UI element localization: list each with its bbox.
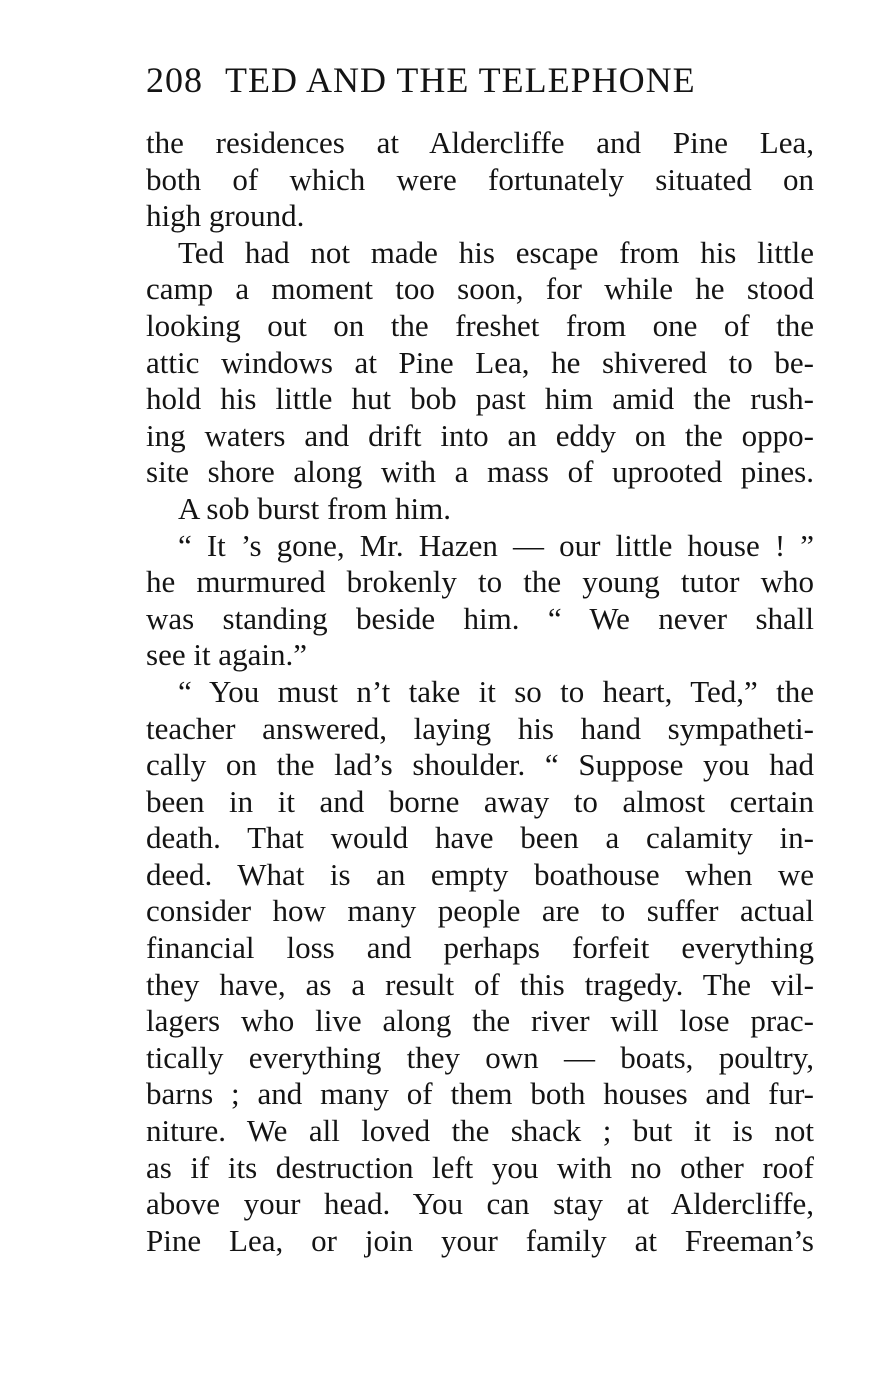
text-line: death. That would have been a calamity in- (146, 820, 814, 856)
text-line: he murmured brokenly to the young tutor who (146, 564, 814, 600)
text-line: hold his little hut bob past him amid the rush- (146, 381, 814, 417)
text-line: cally on the lad’s shoulder. “ Suppose you had (146, 747, 814, 783)
text-line: financial loss and perhaps forfeit everything (146, 930, 814, 966)
text-line: site shore along with a mass of uprooted pines. (146, 454, 814, 490)
running-title: TED AND THE TELEPHONE (225, 60, 696, 100)
running-header (146, 55, 826, 105)
text-line: Pine Lea, or join your family at Freeman’s (146, 1222, 814, 1258)
text-line: Ted had not made his escape from his little (178, 234, 814, 270)
text-line: both of which were fortunately situated on (146, 161, 814, 197)
text-line: the residences at Aldercliffe and Pine Lea, (146, 125, 814, 160)
text-line: looking out on the freshet from one of the (146, 307, 814, 343)
text-line: as if its destruction left you with no other roof (146, 1149, 814, 1185)
text-line: niture. We all loved the shack ; but it is not (146, 1113, 814, 1149)
text-line: camp a moment too soon, for while he stood (146, 271, 814, 307)
text-line: ing waters and drift into an eddy on the oppo- (146, 417, 814, 453)
body-text (146, 125, 814, 1259)
text-line: barns ; and many of them both houses and fur- (146, 1076, 814, 1112)
text-line: deed. What is an empty boathouse when we (146, 856, 814, 892)
text-line: teacher answered, laying his hand sympatheti- (146, 710, 814, 746)
text-line: was standing beside him. “ We never shall (146, 600, 814, 636)
text-line: been in it and borne away to almost certain (146, 783, 814, 819)
text-line: above your head. You can stay at Aldercliffe, (146, 1186, 814, 1222)
text-line: they have, as a result of this tragedy. The vil- (146, 966, 814, 1002)
text-line: “ You must n’t take it so to heart, Ted,” the (178, 673, 814, 709)
text-line: lagers who live along the river will lose prac- (146, 1003, 814, 1039)
text-line: tically everything they own — boats, poultry, (146, 1039, 814, 1075)
text-line: A sob burst from him. (178, 490, 451, 526)
page-number: 208 (146, 60, 203, 100)
text-line: consider how many people are to suffer actual (146, 893, 814, 929)
text-line: high ground. (146, 198, 305, 234)
text-line: see it again.” (146, 637, 307, 673)
text-line: attic windows at Pine Lea, he shivered to be- (146, 344, 814, 380)
text-line: “ It ’s gone, Mr. Hazen — our little house ! ” (178, 527, 814, 563)
